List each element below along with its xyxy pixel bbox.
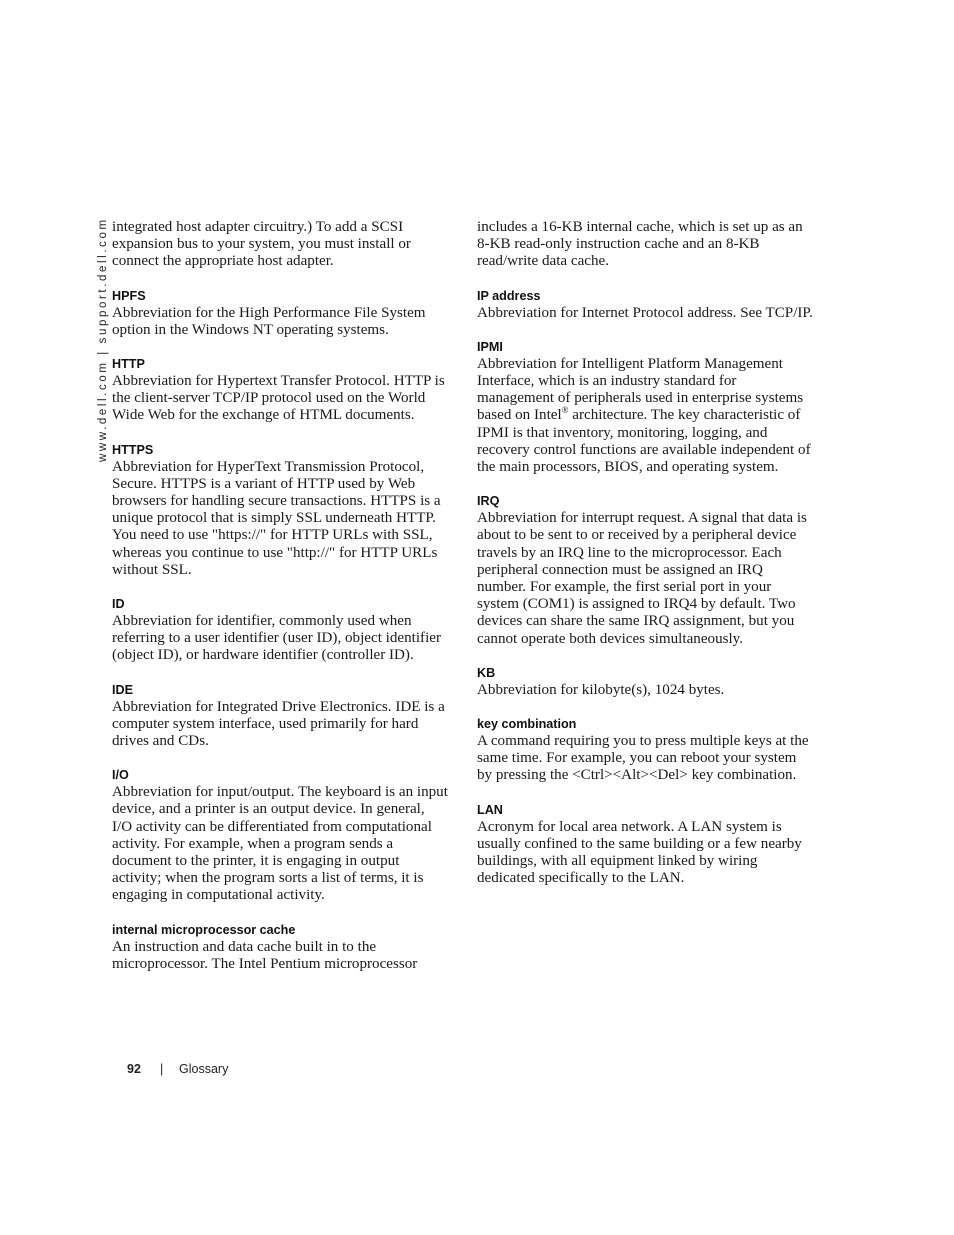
left-continuation bbox=[112, 219, 448, 271]
term-https: HTTPS bbox=[112, 442, 154, 457]
definition-irq: Abbreviation for interrupt request. A signal that data is about to be sent to or received by a peripheral device travels by an IRQ line to the microprocessor. Each peripheral connection must be assigned an IRQ number. For example, the first serial port in your system (COM1) is assigned to IRQ4 by default. Two devices can share the same IRQ assignment, but you cannot operate both devices simultaneously. bbox=[477, 510, 807, 647]
glossary-entry-key-combination bbox=[477, 716, 813, 785]
registered-mark: ® bbox=[561, 405, 569, 416]
glossary-entry-https bbox=[112, 442, 448, 579]
glossary-entry-lan bbox=[477, 802, 813, 888]
definition-ipmi-part1: Abbreviation for Intelligent Platform Management Interface, which is an industry standard for management of peripherals used in enterprise systems based on Intel bbox=[477, 355, 804, 424]
term-http: HTTP bbox=[112, 357, 145, 372]
term-id: ID bbox=[112, 597, 125, 612]
continuation-text: integrated host adapter circuitry.) To add a SCSI expansion bus to your system, you must install or connect the appropriate host adapter. bbox=[112, 219, 411, 270]
term-key-combination: key combination bbox=[477, 717, 577, 732]
definition-ipmi-part2: architecture. The key characteristic of IPMI is that inventory, monitoring, logging, and recovery control functions are available independent of the main processors, BIOS, and operating system. bbox=[477, 407, 811, 476]
glossary-entry-hpfs bbox=[112, 288, 448, 339]
definition-internal-microprocessor-cache: An instruction and data cache built in to the microprocessor. The Intel Pentium microprocessor bbox=[112, 938, 418, 972]
sidebar-url-text: www.dell.com | support.dell.com bbox=[97, 217, 109, 462]
glossary-entry-ip-address bbox=[477, 288, 813, 322]
term-ip-address: IP address bbox=[477, 288, 541, 303]
glossary-entry-ide bbox=[112, 682, 448, 751]
definition-ipmi bbox=[477, 356, 813, 476]
term-ide: IDE bbox=[112, 682, 133, 697]
right-column bbox=[477, 219, 813, 904]
glossary-entry-http bbox=[112, 356, 448, 425]
glossary-entry-internal-microprocessor-cache bbox=[112, 922, 448, 973]
term-irq: IRQ bbox=[477, 494, 500, 509]
definition-io: Abbreviation for input/output. The keyboard is an input device, and a printer is an output device. In general, I/O activity can be differentiated from computational activity. For example, when a program sends a document to the printer, it is engaging in output activity; when the program sorts a list of terms, it is engaging in computational activity. bbox=[112, 784, 448, 904]
left-column bbox=[112, 219, 448, 990]
sidebar-url bbox=[84, 217, 109, 462]
glossary-entry-id bbox=[112, 596, 448, 665]
definition-ide: Abbreviation for Integrated Drive Electronics. IDE is a computer system interface, used primarily for hard drives and CDs. bbox=[112, 698, 445, 750]
term-io: I/O bbox=[112, 768, 129, 783]
glossary-entry-ipmi bbox=[477, 339, 813, 476]
definition-http: Abbreviation for Hypertext Transfer Protocol. HTTP is the client-server TCP/IP protocol used on the World Wide Web for the exchange of HTML documents. bbox=[112, 373, 445, 424]
term-ipmi: IPMI bbox=[477, 339, 503, 354]
term-lan: LAN bbox=[477, 802, 503, 817]
page-footer bbox=[127, 1062, 229, 1076]
glossary-entry-kb bbox=[477, 665, 813, 699]
definition-id: Abbreviation for identifier, commonly used when referring to a user identifier (user ID), object identifier (object ID), or hardware identifier (controller ID). bbox=[112, 613, 441, 664]
definition-key-combination: A command requiring you to press multiple keys at the same time. For example, you can reboot your system by pressing the <Ctrl><Alt><Del> key combination. bbox=[477, 733, 809, 784]
glossary-entry-irq bbox=[477, 493, 813, 648]
term-kb: KB bbox=[477, 665, 496, 680]
definition-lan: Acronym for local area network. A LAN system is usually confined to the same building or a few nearby buildings, with all equipment linked by wiring dedicated specifically to the LAN. bbox=[477, 818, 802, 887]
term-internal-microprocessor-cache: internal microprocessor cache bbox=[112, 922, 296, 937]
page-number: 92 bbox=[127, 1062, 141, 1076]
glossary-entry-io bbox=[112, 767, 448, 904]
definition-https: Abbreviation for HyperText Transmission Protocol, Secure. HTTPS is a variant of HTTP used by Web browsers for handling secure transactions. HTTPS is a unique protocol that is simply SSL underneath HTTP. You need to use "https://" for HTTP URLs with SSL, whereas you continue to use "http://" for HTTP URLs without SSL. bbox=[112, 458, 441, 578]
continuation-text: includes a 16-KB internal cache, which is set up as an 8-KB read-only instruction cache and an 8-KB read/write data cache. bbox=[477, 219, 803, 270]
definition-hpfs: Abbreviation for the High Performance File System option in the Windows NT operating systems. bbox=[112, 304, 426, 338]
footer-separator: | bbox=[160, 1062, 164, 1076]
section-name: Glossary bbox=[179, 1062, 229, 1076]
right-continuation bbox=[477, 219, 813, 271]
definition-ip-address: Abbreviation for Internet Protocol address. See TCP/IP. bbox=[477, 304, 813, 321]
definition-kb: Abbreviation for kilobyte(s), 1024 bytes. bbox=[477, 681, 725, 698]
term-hpfs: HPFS bbox=[112, 288, 146, 303]
